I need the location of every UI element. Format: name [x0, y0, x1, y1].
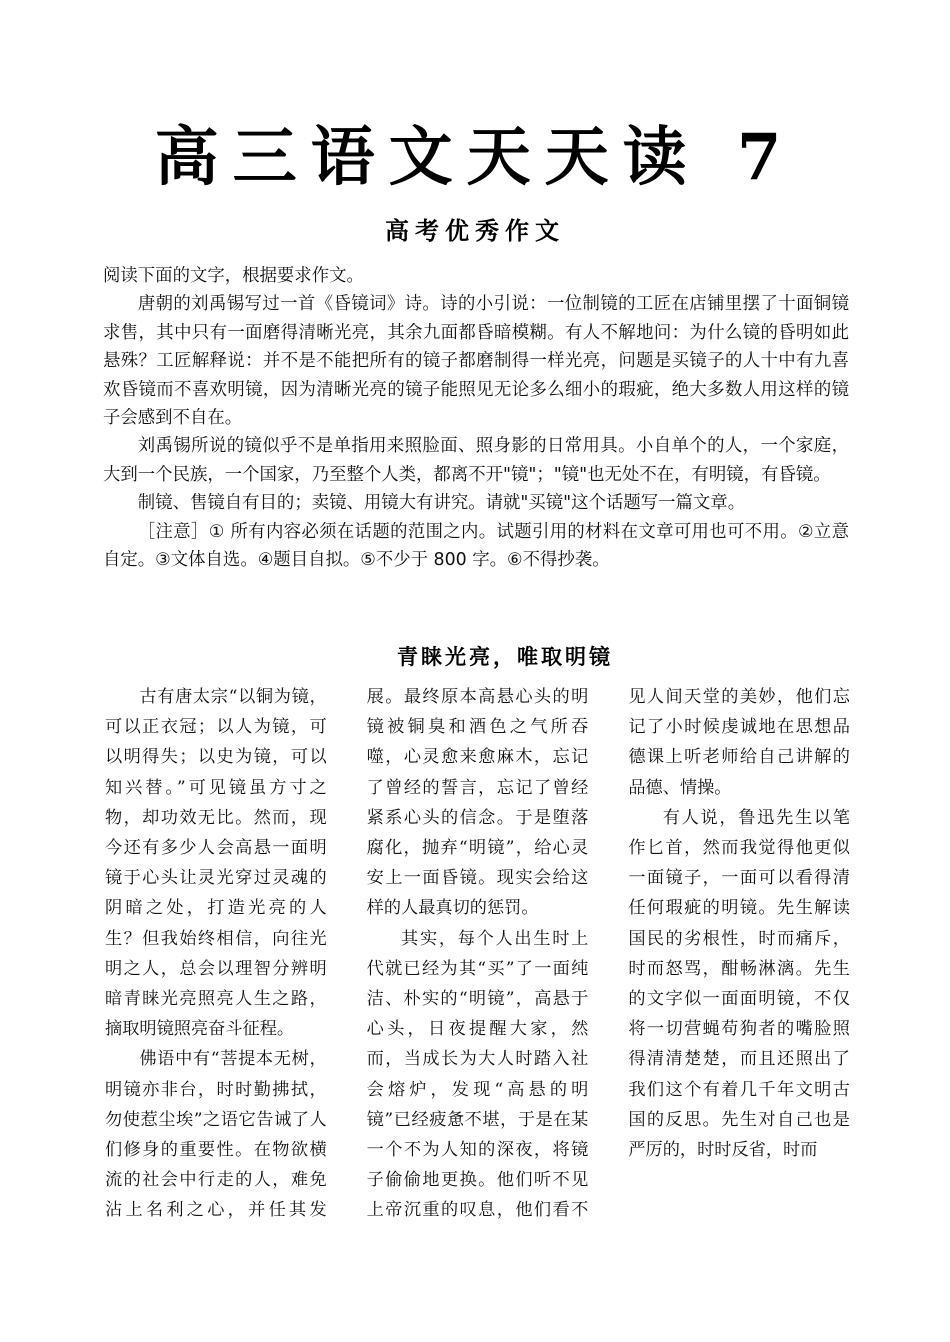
- essay-paragraph: 佛语中有“菩提本无树，明镜亦非台，时时勤拂拭，勿使惹尘埃”之语它告诫了人们修身的重要性。在物欲横流的社会中行走的人，难免沾上名利之心，并任其发展。最终原本高悬心头的明镜被铜臭和酒色之气所吞噬，心灵愈来愈麻木，忘记了曾经的誓言，忘记了曾经紧系心头的信念。于是堕落腐化，抛弃“明镜”，给心灵安上一面昏镜。现实会给这样的人最真切的惩罚。: [105, 687, 589, 1221]
- prompt-paragraph: 唐朝的刘禹锡写过一首《昏镜词》诗。诗的小引说：一位制镜的工匠在店铺里摆了十面铜镜求售，其中只有一面磨得清晰光亮，其余九面都昏暗模糊。有人不解地问：为什么镜的昏明如此悬殊？工匠解释说：并不是不能把所有的镜子都磨制得一样光亮，问题是买镜子的人十中有九喜欢昏镜而不喜欢明镜，因为清晰光亮的镜子能照见无论多么细小的瑕疵，绝大多数人用这样的镜子会感到不自在。: [103, 294, 849, 429]
- essay-paragraph: 有人说，鲁迅先生以笔作匕首，然而我觉得他更似一面镜子，一面可以看得清任何瑕疵的明镜。先生解读国民的劣根性，时而痛斥，时而怒骂，酣畅淋漓。先生的文字似一面面明镜，不仅将一切营蝇苟狗者的嘴脸照得清清楚楚，而且还照出了我们这个有着几千年文明古国的反思。先生对自己也是严厉的，时时反省，时而: [628, 807, 850, 1161]
- page-subtitle: 高考优秀作文: [385, 216, 565, 245]
- prompt-paragraph: 刘禹锡所说的镜似乎不是单指用来照脸面、照身影的日常用具。小自单个的人，一个家庭，大到一个民族，一个国家，乃至整个人类，都离不开"镜"；"镜"也无处不在，有明镜，有昏镜。: [103, 436, 849, 485]
- writing-prompt: [103, 262, 849, 574]
- essay-body: [105, 682, 850, 1242]
- page-title: 高三语文天天读 7: [154, 120, 796, 195]
- prompt-intro: 阅读下面的文字，根据要求作文。: [103, 266, 364, 286]
- prompt-paragraph: 制镜、售镜自有目的；卖镜、用镜大有讲究。请就"买镜"这个话题写一篇文章。: [137, 493, 746, 514]
- essay-paragraph: 古有唐太宗“以铜为镜，可以正衣冠；以人为镜，可以明得失；以史为镜，可以知兴替。”可见镜虽方寸之物，却功效无比。然而，现今还有多少人会高悬一面明镜于心头让灵光穿过灵魂的阴暗之处，打造光亮的人生？但我始终相信，向往光明之人，总会以理智分辨明暗青睐光亮照亮人生之路，摘取明镜照亮奋斗征程。: [105, 687, 327, 1040]
- essay-paragraph: 其实，每个人出生时上代就已经为其“买”了一面纯洁、朴实的“明镜”，高悬于心头，日夜提醒大家，然而，当成长为大人时踏入社会熔炉，发现“高悬的明镜”已经疲惫不堪，于是在某一个不为人知的深夜，将镜子偷偷地更换。他们听不见上帝沉重的叹息，他们看不见人间天堂的美妙，他们忘记了小时候虔诚地在思想品德课上听老师给自己讲解的品德、情操。: [366, 687, 850, 1221]
- prompt-note: ［注意］① 所有内容必须在话题的范围之内。试题引用的材料在文章可用也可不用。②立意自定。③文体自选。④题目自拟。⑤不少于 800 字。⑥不得抄袭。: [103, 521, 849, 571]
- essay-title: 青睐光亮，唯取明镜: [397, 644, 613, 669]
